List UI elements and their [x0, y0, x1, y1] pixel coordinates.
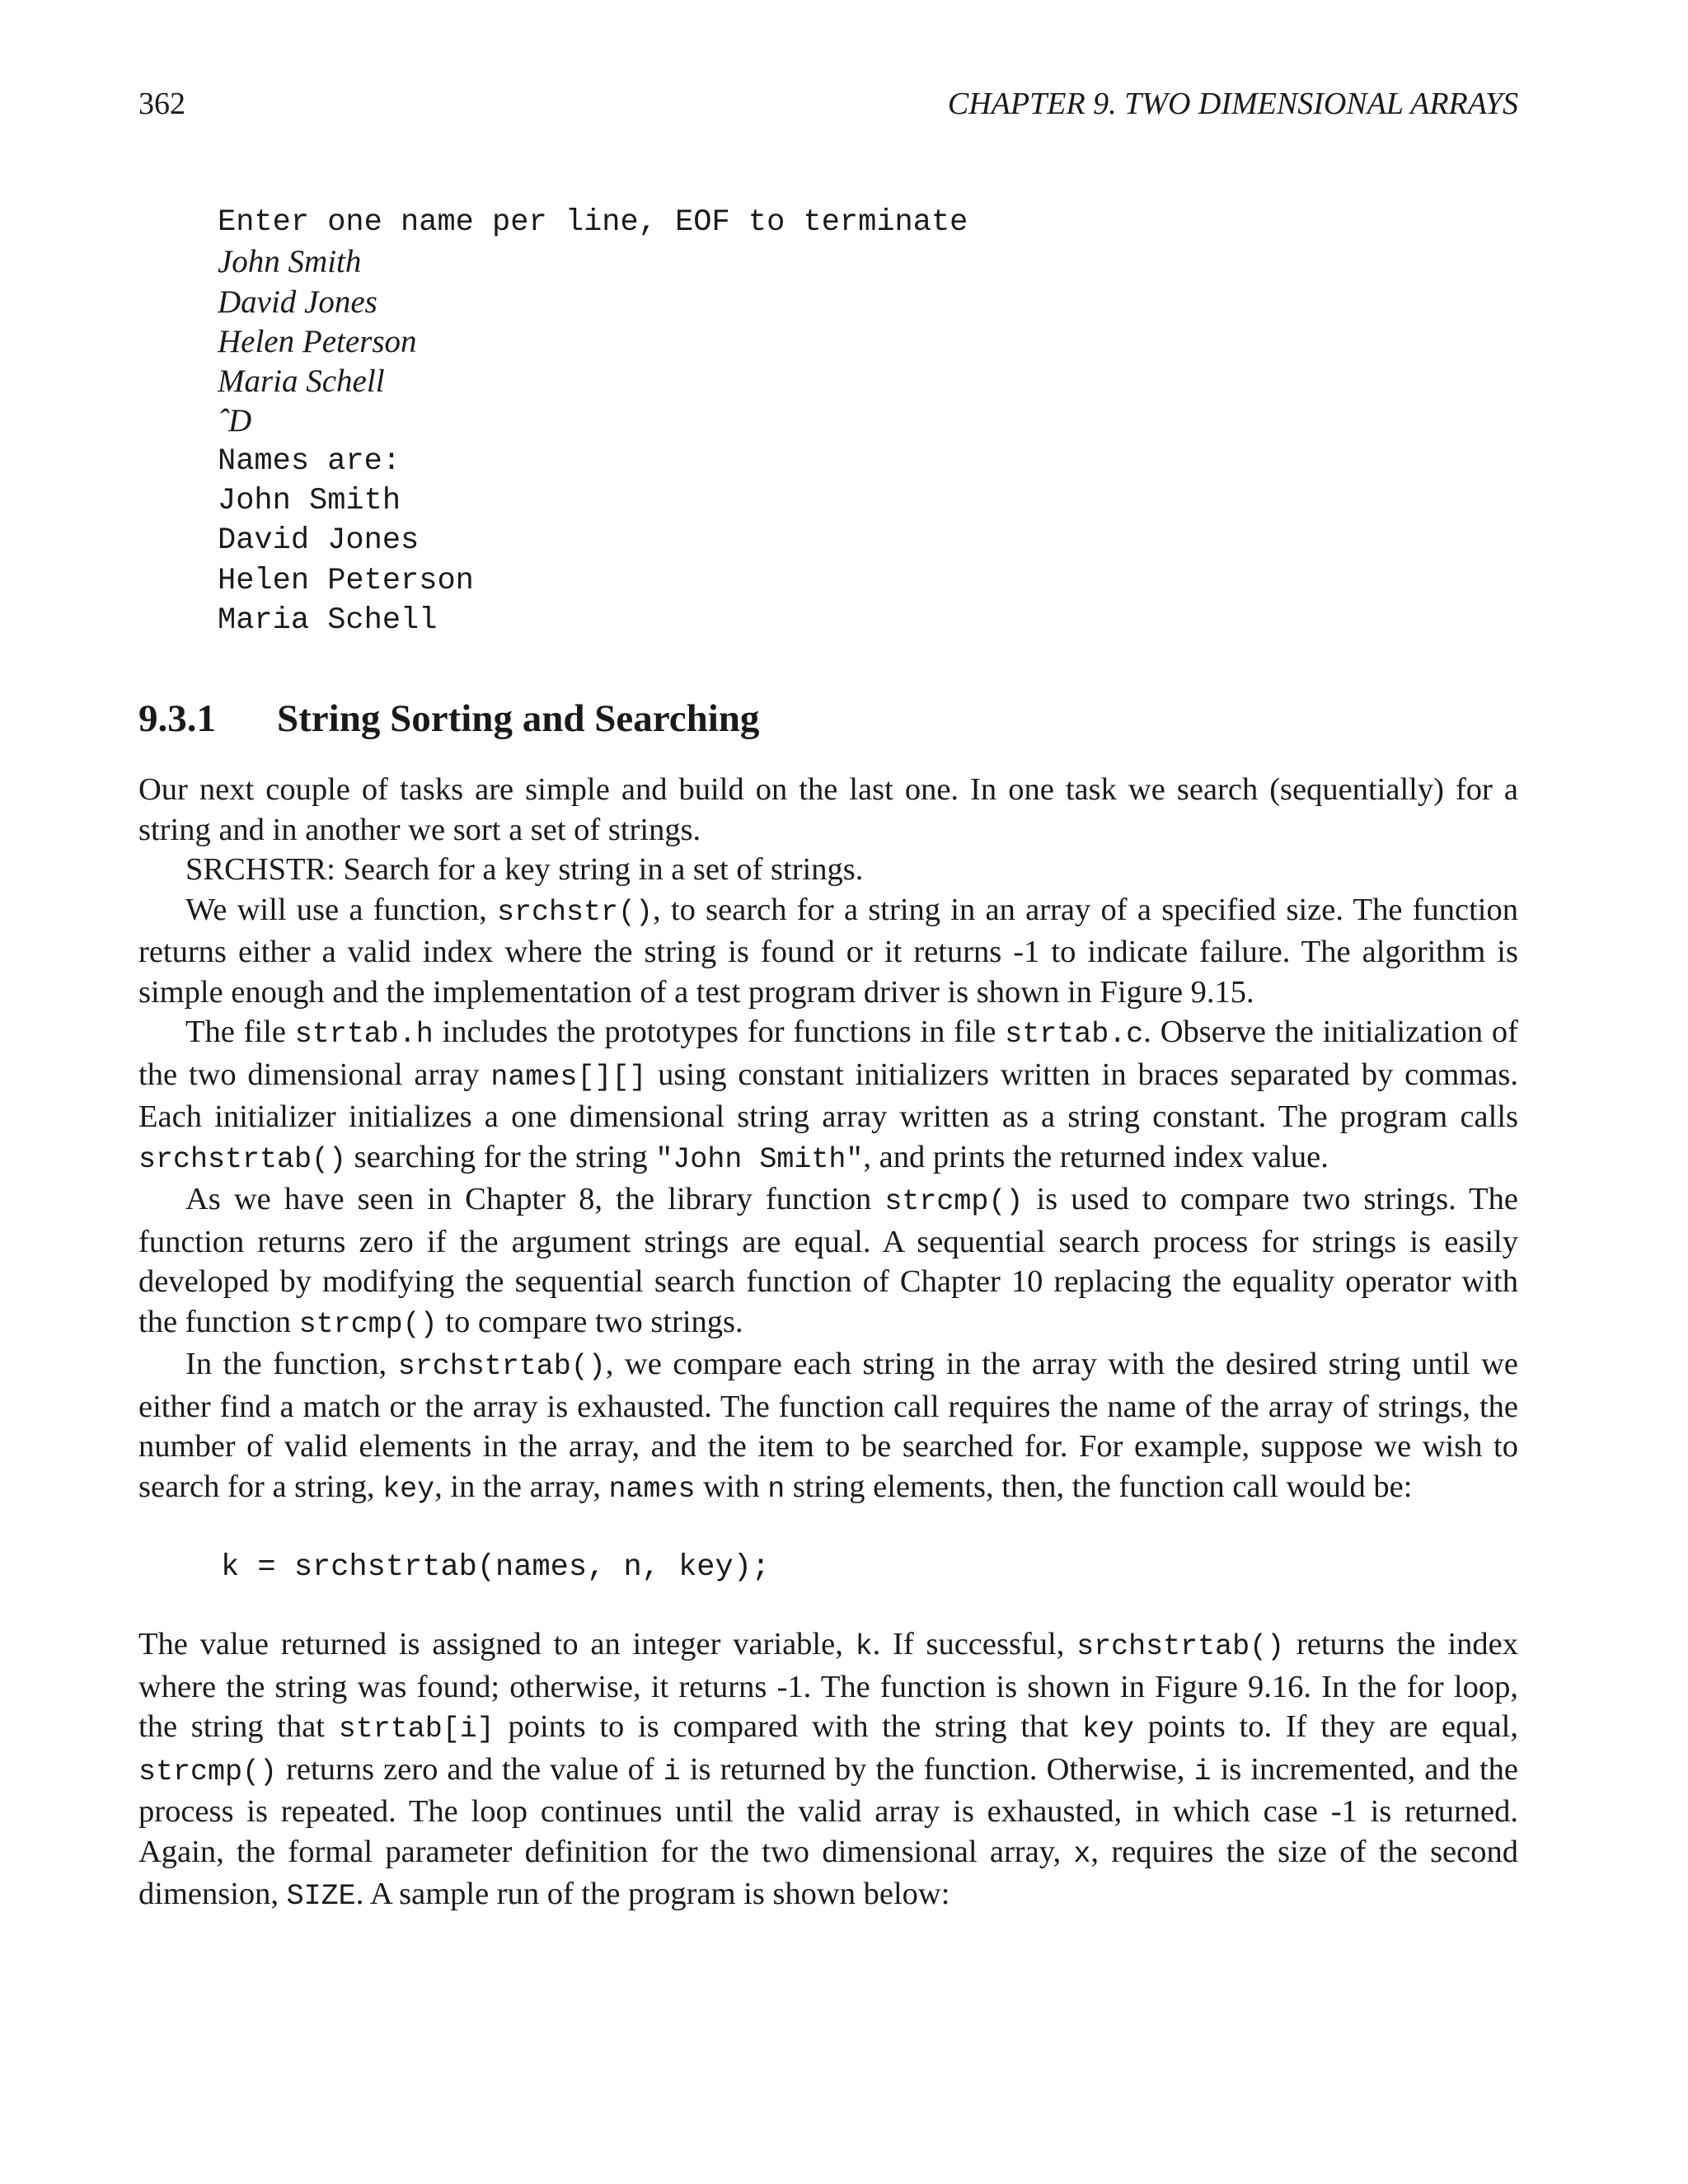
inline-code: i: [1193, 1755, 1212, 1788]
output-line: John Smith: [218, 484, 401, 519]
inline-code: srchstrtab(): [138, 1142, 347, 1176]
code-block: k = srchstrtab(names, n, key);: [221, 1550, 771, 1585]
running-head: CHAPTER 9. TWO DIMENSIONAL ARRAYS: [947, 87, 1518, 121]
input-line: John Smith: [218, 244, 362, 280]
inline-code: strtab[i]: [338, 1713, 495, 1746]
paragraph: Our next couple of tasks are simple and build on the last one. In one task we search (sequentially) for a string and in another we sort a set of strings.: [138, 772, 1518, 847]
output-heading: Names are:: [218, 443, 401, 479]
output-line: Maria Schell: [218, 602, 438, 638]
inline-code: n: [767, 1472, 785, 1506]
inline-code: SIZE: [286, 1880, 356, 1913]
inline-code: strtab.h: [294, 1018, 434, 1051]
sample-run-transcript: [218, 203, 1454, 640]
inline-code: key: [382, 1472, 435, 1506]
inline-code: strtab.c: [1005, 1018, 1144, 1051]
paragraph: SRCHSTR: Search for a key string in a set of strings.: [185, 852, 864, 887]
paragraph: As we have seen in Chapter 8, the library function strcmp() is used to compare two strings. The function returns zero if the argument strings are equal. A sequential search process for strings is easily developed by modifying the sequential search function of Chapter 10 replacing the equality operator with the function strcmp() to compare two strings.: [138, 1182, 1518, 1341]
input-line: Maria Schell: [218, 363, 385, 400]
inline-code: names: [608, 1472, 696, 1506]
body-text: [138, 770, 1518, 1917]
eof-line: ˆD: [218, 403, 252, 439]
inline-code: "John Smith": [655, 1142, 864, 1176]
inline-code: key: [1081, 1713, 1134, 1746]
inline-code: srchstrtab(): [397, 1350, 606, 1383]
paragraph: The file strtab.h includes the prototypes for functions in file strtab.c. Observe the initialization of the two dimensional array names[][] using constant initializers written in braces separated by commas. Each initializer initializes a one dimensional string array written as a string constant. The program calls srchstrtab() searching for the string "John Smith", and prints the returned index value.: [138, 1015, 1518, 1176]
section-title: String Sorting and Searching: [277, 697, 760, 740]
inline-code: k: [855, 1630, 873, 1663]
inline-code: x: [1073, 1837, 1091, 1871]
output-line: Helen Peterson: [218, 563, 474, 598]
output-line: David Jones: [218, 523, 420, 559]
section-heading: [138, 692, 1518, 745]
prompt-line: Enter one name per line, EOF to terminate: [218, 205, 968, 240]
inline-code: strcmp(): [138, 1755, 278, 1788]
page-number: 362: [138, 87, 185, 121]
inline-code: srchstr(): [497, 895, 654, 929]
input-line: David Jones: [218, 284, 377, 320]
inline-code: i: [663, 1755, 681, 1788]
paragraph: The value returned is assigned to an integer variable, k. If successful, srchstrtab() returns the index where the string was found; otherwise, it returns -1. The function is shown in Figure 9.16. In the for loop, the string that strtab[i] points to is compared with the string that key points to. If they are equal, strcmp() returns zero and the value of i is returned by the function. Otherwise, i is incremented, and the process is repeated. The loop continues until the valid array is exhausted, in which case -1 is returned. Again, the formal parameter definition for the two dimensional array, x, requires the size of the second dimension, SIZE. A sample run of the program is shown below:: [138, 1627, 1518, 1913]
section-number: 9.3.1: [138, 697, 216, 740]
inline-code: strcmp(): [884, 1185, 1024, 1218]
input-line: Helen Peterson: [218, 323, 417, 359]
page-header: [138, 79, 1518, 129]
paragraph: We will use a function, srchstr(), to search for a string in an array of a specified size. The function returns either a valid index where the string is found or it returns -1 to indicate failure. The algorithm is simple enough and the implementation of a test program driver is shown in Figure 9.15.: [138, 892, 1518, 1010]
inline-code: names[][]: [490, 1060, 647, 1094]
inline-code: strcmp(): [298, 1307, 438, 1341]
inline-code: srchstrtab(): [1076, 1630, 1285, 1663]
paragraph: In the function, srchstrtab(), we compare each string in the array with the desired string until we either find a match or the array is exhausted. The function call requires the name of the array of strings, the number of valid elements in the array, and the item to be searched for. For example, suppose we wish to search for a string, key, in the array, names with n string elements, then, the function call would be:: [138, 1347, 1518, 1506]
